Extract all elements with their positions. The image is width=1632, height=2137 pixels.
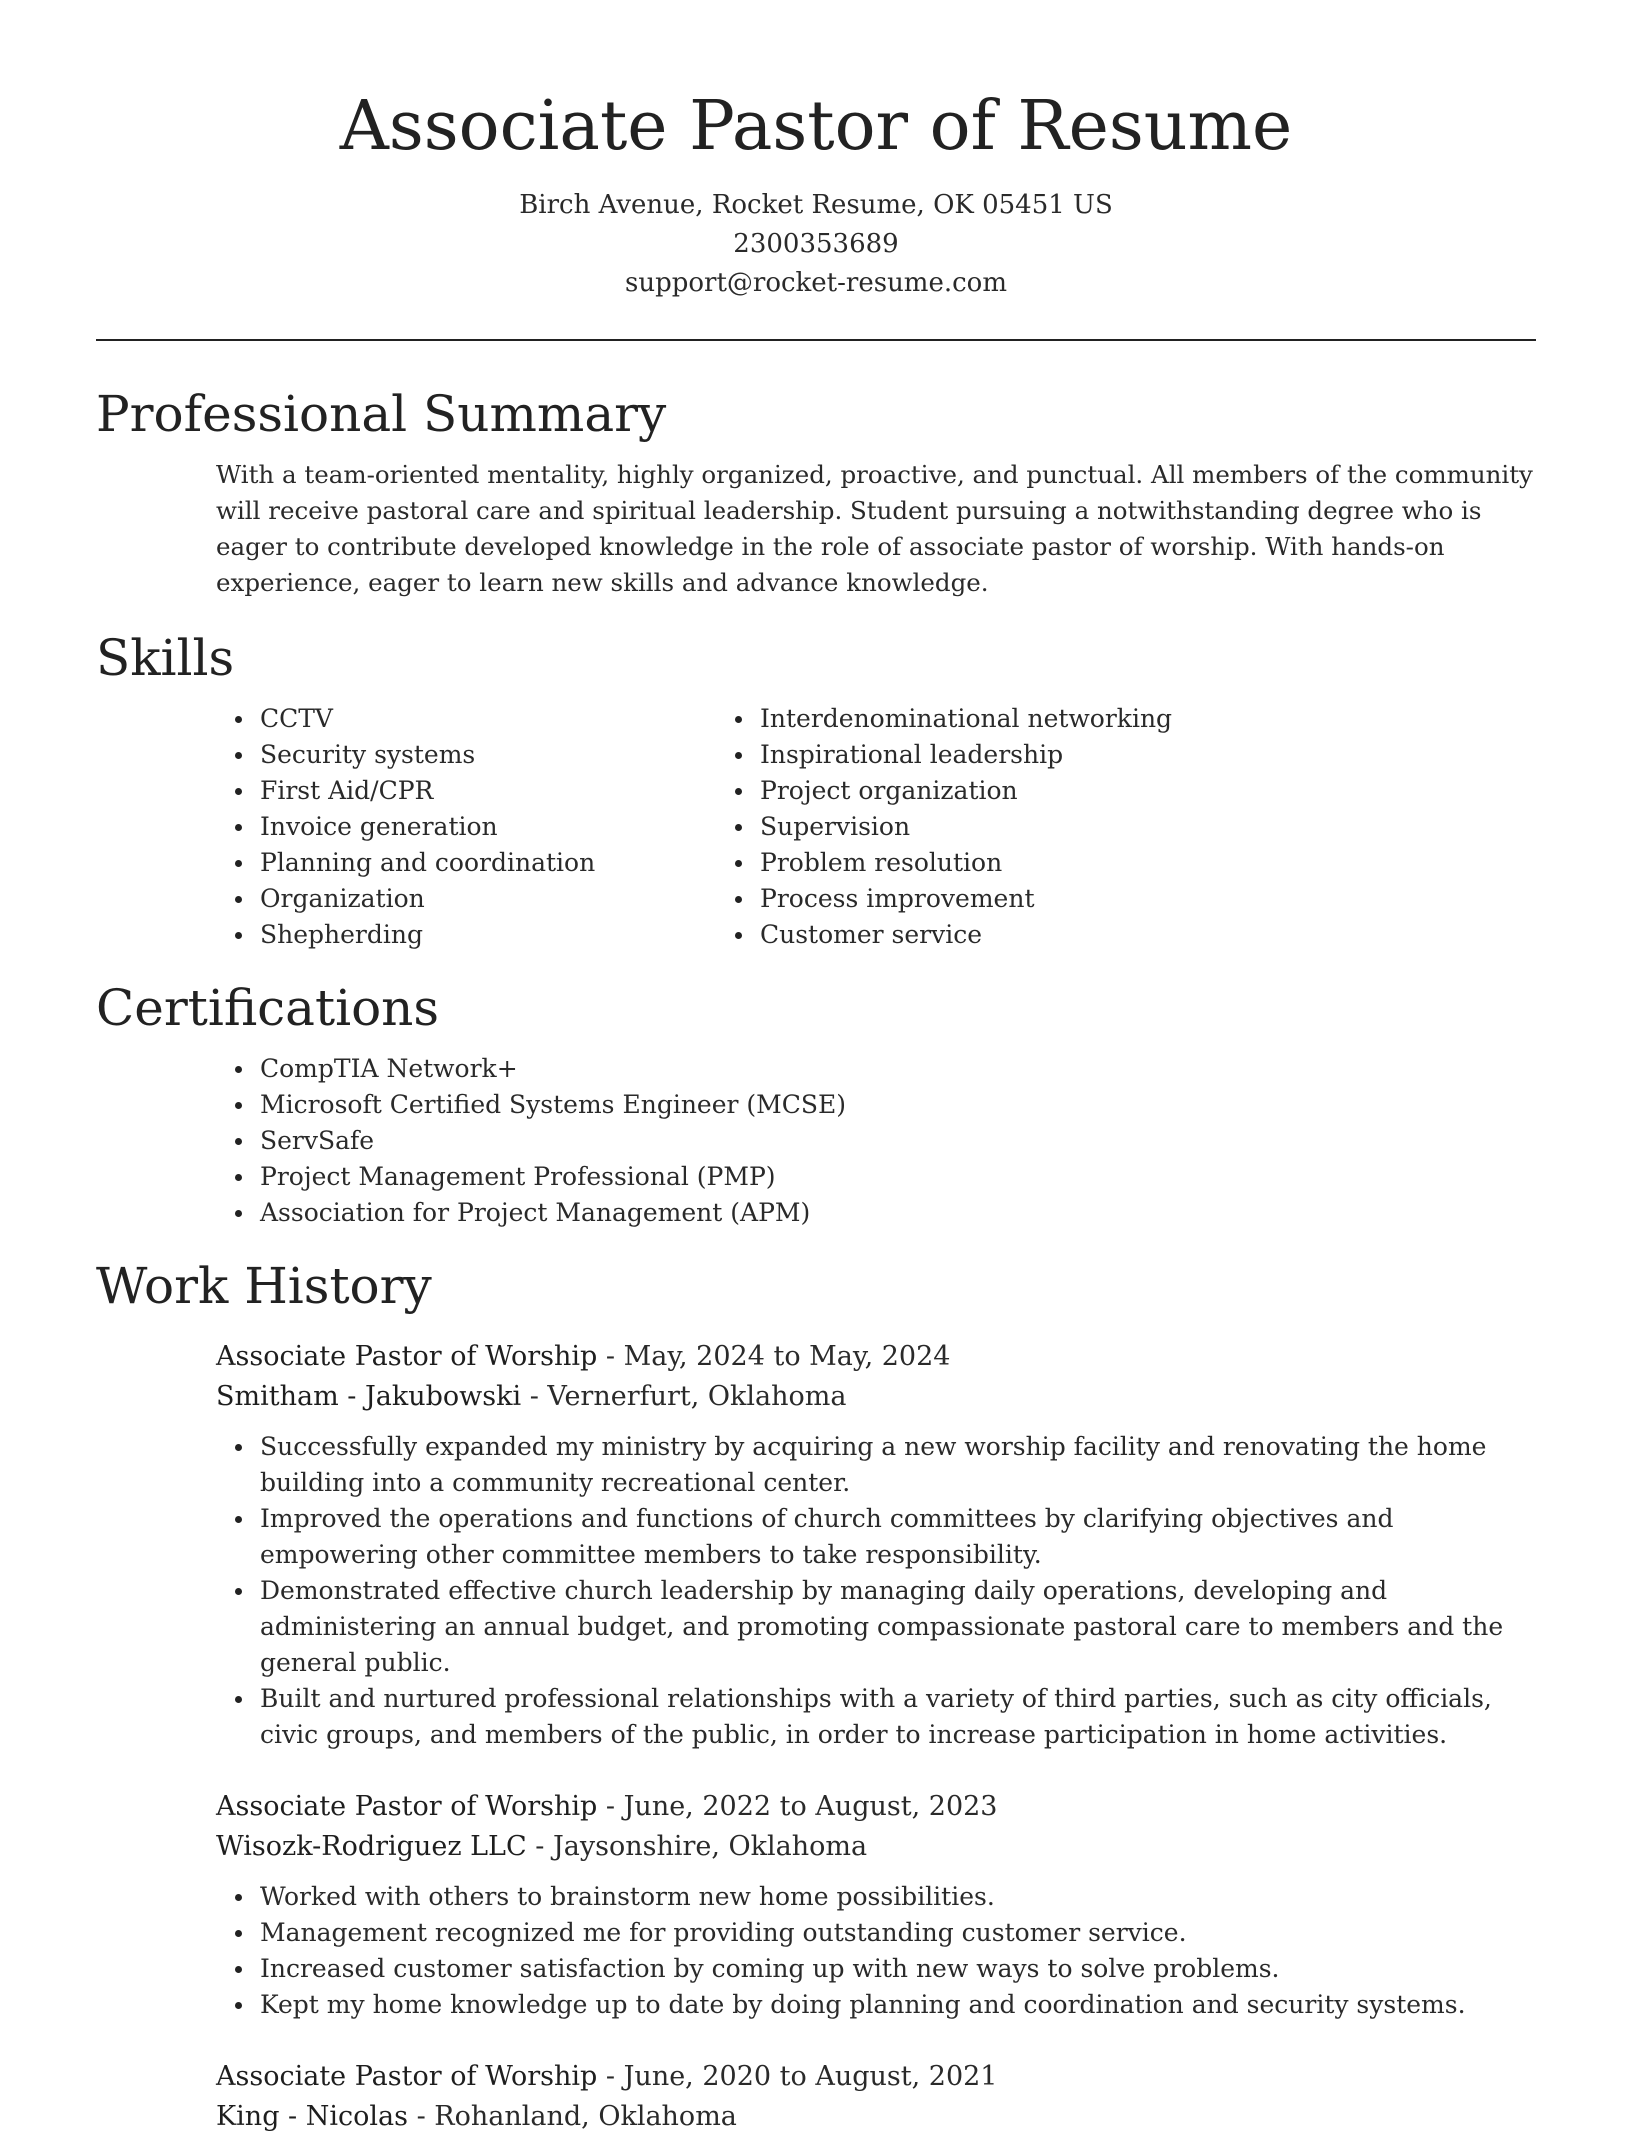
job-bullets: [96, 1429, 1536, 1753]
job-bullets: [96, 1879, 1536, 2023]
job-entry: [96, 1787, 1536, 2023]
job-role: Associate Pastor of Worship: [216, 1791, 598, 1822]
skill-item: Project organization: [746, 773, 1396, 809]
skills-column-left: [96, 701, 746, 953]
job-company-line: [216, 1377, 1536, 1417]
contact-address: Birch Avenue, Rocket Resume, OK 05451 US: [519, 190, 1113, 220]
skills-list: [96, 701, 1536, 953]
job-dates: - May, 2024 to May, 2024: [597, 1341, 951, 1372]
job-company: Smitham - Jakubowski: [216, 1381, 522, 1412]
job-dates: - June, 2022 to August, 2023: [597, 1791, 998, 1822]
job-location: - Vernerfurt, Oklahoma: [521, 1381, 847, 1412]
certification-item: CompTIA Network+: [96, 1051, 1536, 1087]
resume-name: Associate Pastor of Resume: [339, 87, 1293, 166]
skill-item: Security systems: [96, 737, 746, 773]
certification-item: Microsoft Certified Systems Engineer (MCSE): [96, 1087, 1536, 1123]
skill-item: Invoice generation: [96, 809, 746, 845]
job-bullet: Management recognized me for providing outstanding customer service.: [96, 1915, 1536, 1951]
skill-item: First Aid/CPR: [96, 773, 746, 809]
header-divider: [96, 339, 1536, 341]
summary-heading: Professional Summary: [96, 385, 667, 443]
job-role: Associate Pastor of Worship: [216, 2061, 598, 2092]
resume-page: [96, 0, 1536, 2137]
job-entry: [96, 2057, 1536, 2137]
skill-item: Inspirational leadership: [746, 737, 1396, 773]
job-bullet: Successfully expanded my ministry by acquiring a new worship facility and renovating the home building into a community recreational center.: [96, 1429, 1536, 1501]
skill-item: Customer service: [746, 917, 1396, 953]
job-company-line: [216, 1827, 1536, 1867]
contact-phone: 2300353689: [733, 229, 899, 259]
job-role: Associate Pastor of Worship: [216, 1341, 598, 1372]
job-location: - Rohanland, Oklahoma: [408, 2101, 737, 2132]
contact-email: support@rocket-resume.com: [624, 268, 1007, 298]
job-bullet: Worked with others to brainstorm new home possibilities.: [96, 1879, 1536, 1915]
skill-item: Supervision: [746, 809, 1396, 845]
certification-item: Project Management Professional (PMP): [96, 1159, 1536, 1195]
job-location: - Jaysonshire, Oklahoma: [526, 1831, 868, 1862]
skills-column-right: [746, 701, 1396, 953]
job-bullet: Demonstrated effective church leadership by managing daily operations, developing and administering an annual budget, and promoting compassionate pastoral care to members and the general public.: [96, 1573, 1536, 1681]
job-title-line: [216, 1787, 1536, 1827]
skill-item: Problem resolution: [746, 845, 1396, 881]
job-entry: [96, 1337, 1536, 1753]
job-dates: - June, 2020 to August, 2021: [597, 2061, 998, 2092]
certification-item: ServSafe: [96, 1123, 1536, 1159]
job-bullet: Increased customer satisfaction by coming up with new ways to solve problems.: [96, 1951, 1536, 1987]
job-title-line: [216, 1337, 1536, 1377]
certification-item: Association for Project Management (APM): [96, 1195, 1536, 1231]
skill-item: Interdenominational networking: [746, 701, 1396, 737]
skill-item: Planning and coordination: [96, 845, 746, 881]
certifications-heading: Certifications: [96, 979, 440, 1037]
skills-heading: Skills: [96, 629, 235, 687]
job-company: Wisozk-Rodriguez LLC: [216, 1831, 527, 1862]
job-company-line: [216, 2097, 1536, 2137]
job-title-line: [216, 2057, 1536, 2097]
skill-item: Organization: [96, 881, 746, 917]
skill-item: Process improvement: [746, 881, 1396, 917]
resume-header: [96, 0, 1536, 303]
job-bullet: Built and nurtured professional relationships with a variety of third parties, such as city officials, civic groups, and members of the public, in order to increase participation in home activities.: [96, 1681, 1536, 1753]
job-bullet: Kept my home knowledge up to date by doing planning and coordination and security systems.: [96, 1987, 1536, 2023]
summary-text: With a team-oriented mentality, highly organized, proactive, and punctual. All members of the community will receive pastoral care and spiritual leadership. Student pursuing a notwithstanding degree who is eager to contribute developed knowledge in the role of associate pastor of worship. With hands-on experience, eager to learn new skills and advance knowledge.: [216, 460, 1533, 597]
work-history-heading: Work History: [96, 1257, 432, 1315]
job-company: King - Nicolas: [216, 2101, 408, 2132]
skill-item: CCTV: [96, 701, 746, 737]
job-bullet: Improved the operations and functions of church committees by clarifying objectives and empowering other committee members to take responsibility.: [96, 1501, 1536, 1573]
skill-item: Shepherding: [96, 917, 746, 953]
certifications-list: [96, 1051, 1536, 1231]
